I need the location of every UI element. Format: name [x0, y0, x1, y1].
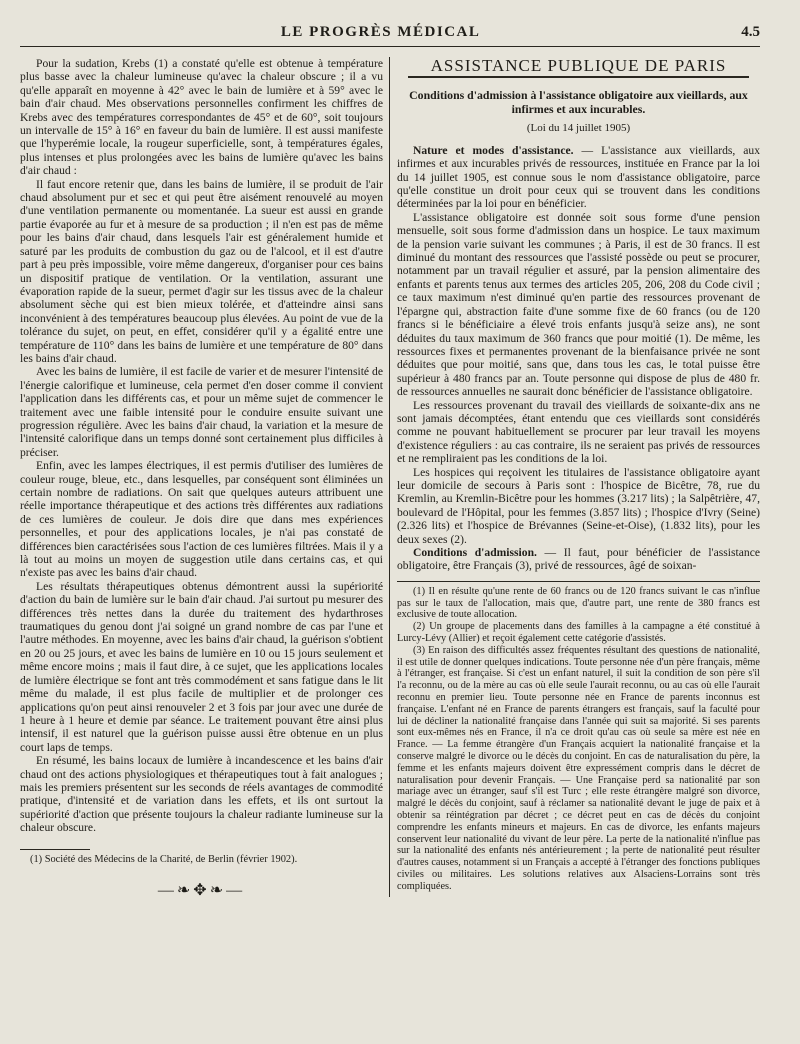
article-subtitle: Conditions d'admission à l'assistance obligatoire aux vieillards, aux infirmes et aux incurables.	[409, 88, 748, 117]
fleuron-ornament: —❧✥❧—	[157, 881, 246, 899]
footnote: (1) Société des Médecins de la Charité, de Berlin (février 1902).	[30, 853, 298, 865]
run-in-heading: Nature et modes d'assistance.	[413, 143, 574, 157]
right-column	[397, 57, 760, 897]
footnote: (2) Un groupe de placements dans des familles à la campagne a été constitué à Lurcy-Lévy (Allier) et reçoit également cette catégorie d'assistés.	[397, 621, 760, 644]
footnote-rule	[20, 849, 90, 850]
left-column	[20, 57, 383, 897]
footnote: (1) Il en résulte qu'une rente de 60 francs ou de 120 francs suivant le cas n'influe pas sur le taux de l'allocation, mais que, d'autre part, une rente de 380 francs est exclusive de toute allocation.	[397, 585, 760, 621]
paragraph: Avec les bains de lumière, il est facile de varier et de mesurer l'intensité de l'énergie calorifique et lumineuse, cela permet d'en doser comme il convient l'application dans les différents cas, et pour un même sujet de commencer le traitement avec une faible intensité pour le conduire ensuite suivant une progression régulière. Avec les bains d'air chaud, la variation et la mesure de l'intensité calorifique dans un temps donné sont certainement plus difficiles à préciser.	[20, 365, 383, 459]
paragraph: Les ressources provenant du travail des vieillards de soixante-dix ans ne sont jamais décomptées, étant entendu que ces vieillards sont considérés comme ne pouvant habituellement se procurer par leur travail les moyens d'existence réguliers : au cas contraire, ils ne seraient pas privés de ressources et ne rempliraient pas les conditions de la loi.	[397, 398, 760, 466]
law-reference: (Loi du 14 juillet 1905)	[526, 122, 631, 135]
footnote-rule	[397, 581, 760, 582]
journal-title: LE PROGRÈS MÉDICAL	[280, 24, 481, 40]
paragraph-text: — L'assistance aux vieillards, aux infirmes et aux incurables privés de ressources, instituée en France par la loi du 14 juillet 1905, est connue sous le nom d'assistance obligatoire, parce qu'elle constitue un droit pour ceux qui se trouvent dans les conditions déterminées par la loi pour en bénéficier.	[397, 143, 761, 211]
run-in-heading: Conditions d'admission.	[413, 546, 537, 559]
paragraph	[397, 144, 760, 211]
section-title: ASSISTANCE PUBLIQUE DE PARIS	[430, 56, 727, 75]
paragraph: L'assistance obligatoire est donnée soit sous forme d'une pension mensuelle, soit sous forme d'admission dans un hospice. Le taux maximum de la pension varie suivant les communes ; à Paris, il est de 30 francs. Il est diminué du montant des ressources que l'assisté possède ou peut se procurer, notamment par un travail régulier et assuré, par la pension alimentaire des enfants et parents tenus aux termes des articles 205, 206, 208 du Code civil ; ce taux maximum n'est diminué qu'en partie des ressources provenant de l'épargne qui, abstraction faite d'une somme fixe de 60 francs (ou de 120 francs si le bénéficiaire a élevé trois enfants jusqu'à seize ans), ne sont déduites du taux maximum de 360 francs que pour moitié (1). De même, les ressources fixes et permanentes provenant de la bienfaisance privée ne sont déduites que pour moitié, sans que, dans tous les cas, le total puisse être supérieur à 480 francs par an. Toute personne qui dispose de plus de 480 fr. de ressources annuelles ne saurait donc bénéficier de l'assistance obligatoire.	[397, 210, 760, 399]
paragraph: Il faut encore retenir que, dans les bains de lumière, il se produit de l'air chaud absolument pur et sec et qui peut être aisément renouvelé au moyen d'une ventilation permanente ou momentanée. La sueur est aussi en grande partie évaporée au fur et à mesure de sa production ; il n'en est pas de même pour les bains d'air chaud, dans lesquels l'air est généralement humide et saturé par les produits de combustion du gaz ou de l'alcool, et il est d'autre part à peu près impossible, voire même dangereux, d'organiser pour ces bains un dispositif pratique de ventilation. Or la ventilation, assurant une évaporation rapide de la sueur, permet d'agir sur les tissus avec de la chaleur absolument sèche qui est bien mieux tolérée, et d'atteindre ainsi sans inconvénient à des températures beaucoup plus élevées. Au point de vue de la tolérance du sujet, on peut, en effet, considérer qu'il y a égalité entre une température de 110° dans les bains de lumière et une température de 80° dans les bains d'air chaud.	[20, 177, 383, 365]
columns	[20, 57, 760, 897]
running-head	[20, 24, 760, 47]
paragraph: En résumé, les bains locaux de lumière à incandescence et les bains d'air chaud ont des actions physiologiques et thérapeutiques tout à fait analogues ; mais les premiers présentent sur les seconds de réels avantages de commodité pratique, d'intensité et de variation dans les effets, et ils ont surtout la supériorité d'action que présente toujours la chaleur radiante lumineuse sur la chaleur obscure.	[20, 754, 383, 835]
page-number: 4.5	[741, 24, 760, 40]
paragraph	[397, 546, 760, 573]
paragraph: Enfin, avec les lampes électriques, il est permis d'utiliser des lumières de couleur rouge, bleue, etc., dans lesquelles, par conséquent sont éliminées un certain nombre de radiations. On sait que quelques auteurs attribuent une réelle importance thérapeutique et des actions très différentes aux radiations de ces lumières de couleur. Je dois dire que dans mes expériences personnelles, et pour des applications locales, je n'ai pas constaté de différences bien caractérisées sous l'action de ces lumières filtrées. Mais il y a là tout au moins un moyen de suggestion utile dans certains cas, et qui n'existe pas avec les bains d'air chaud.	[20, 459, 383, 580]
paragraph: Les résultats thérapeutiques obtenus démontrent aussi la supériorité d'action du bain de lumière sur le bain d'air chaud. J'ai surtout pu mesurer des différences très nettes dans la durée du traitement des hydarthroses traumatiques du genou dont j'ai soigné un grand nombre de cas par l'une et l'autre méthodes. En moyenne, avec les bains d'air chaud, la guérison s'obtient en 20 ou 25 jours, et avec les bains de lumière en 10 ou 15 jours seulement et même encore moins ; mais il faut dire, à ce sujet, que les applications locales de lumière électrique se font ant très commodément et sans fatigue dans le lit même du malade, il est plus facile de multiplier et de prolonger ces applications qu'on peut ainsi renouveler 2 et 3 fois par jour avec une durée de 1 heure à 1 heure et demie par séance. Le traitement pouvant être ainsi plus intensif, il est naturel que la guérison puisse aussi être obtenue en un plus court laps de temps.	[20, 579, 383, 754]
paragraph: Les hospices qui reçoivent les titulaires de l'assistance obligatoire ayant leur domicile de secours à Paris sont : l'hospice de Bicêtre, 78, rue du Kremlin, au Kremlin-Bicêtre pour les hommes (3.217 lits) ; la Salpêtrière, 47, boulevard de l'Hôpital, pour les femmes (3.857 lits) ; l'hospice d'Ivry (Seine) (2.326 lits) et l'hospice de Brévannes (Seine-et-Oise), (1.832 lits), pour les deux sexes (2).	[397, 465, 760, 546]
title-rule	[408, 76, 749, 78]
paragraph: Pour la sudation, Krebs (1) a constaté qu'elle est obtenue à température plus basse avec la chaleur lumineuse qu'avec la chaleur obscure ; il a vu qu'elle apparaît en moyenne à 42° avec le bain de lumière et à 59° avec le bain d'air chaud. Mes observations personnelles confirment les chiffres de Krebs avec des températures correspondantes de 45° et de 60°, soit toujours un intervalle de 15° à 16° en faveur du bain de lumière. Il est aussi manifeste que l'hyperémie locale, la rougeur superficielle, sont, à températures égales, plus intenses et plus prolongées avec les bains de lumière qu'avec les bains d'air chaud :	[20, 57, 383, 178]
footnote: (3) En raison des difficultés assez fréquentes résultant des questions de nationalité, il est utile de donner quelques indications. Toute personne née d'un père français, même à l'étranger, est française. Si c'est un enfant naturel, il suit la condition de son père s'il l'a reconnu, ou de la mère au cas où elle seule l'aurait reconnu, ou au cas où elle l'aurait reconnu en premier lieu. Toute personne née en France de parents inconnus est française. L'enfant né en France de parents étrangers est français, sauf la faculté pour lui de décliner la nationalité française dans l'année qui suit sa majorité. Si ses parents sont eux-mêmes nés en France, il n'a ce droit qu'au cas où seule sa mère est née en France. — La femme étrangère d'un Français acquiert la nationalité française et la conserve malgré le divorce ou le décès du conjoint. En cas de naturalisation du père, la femme et les enfants majeurs doivent être expressément compris dans le décret de naturalisation pour devenir Français. — Une Française perd sa nationalité par son mariage avec un étranger, sauf s'il est Turc ; elle reste étrangère malgré son divorce, malgré le décès du conjoint, sauf à réclamer sa nationalité devant le juge de paix et à obtenir sa réintégration par décret ; ce décret peut en cas de décès du conjoint comprendre les enfants mineurs et majeurs. En cas de divorce, les enfants majeurs conservent leur nationalité du vivant de leur père. La perte de la nationalité n'influe pas sur la nationalité des enfants nés antérieurement ; la perte de nationalité peut résulter d'autres causes, notamment si un Français a accepté à l'étranger des fonctions publiques civiles ou militaires. Les solutions relatives aux Alsaciens-Lorrains sont très compliquées.	[397, 644, 760, 892]
paragraph-text: — Il faut, pour bénéficier de l'assistance obligatoire, être Français (3), privé de ressources, âgé de soixan-	[397, 546, 760, 573]
